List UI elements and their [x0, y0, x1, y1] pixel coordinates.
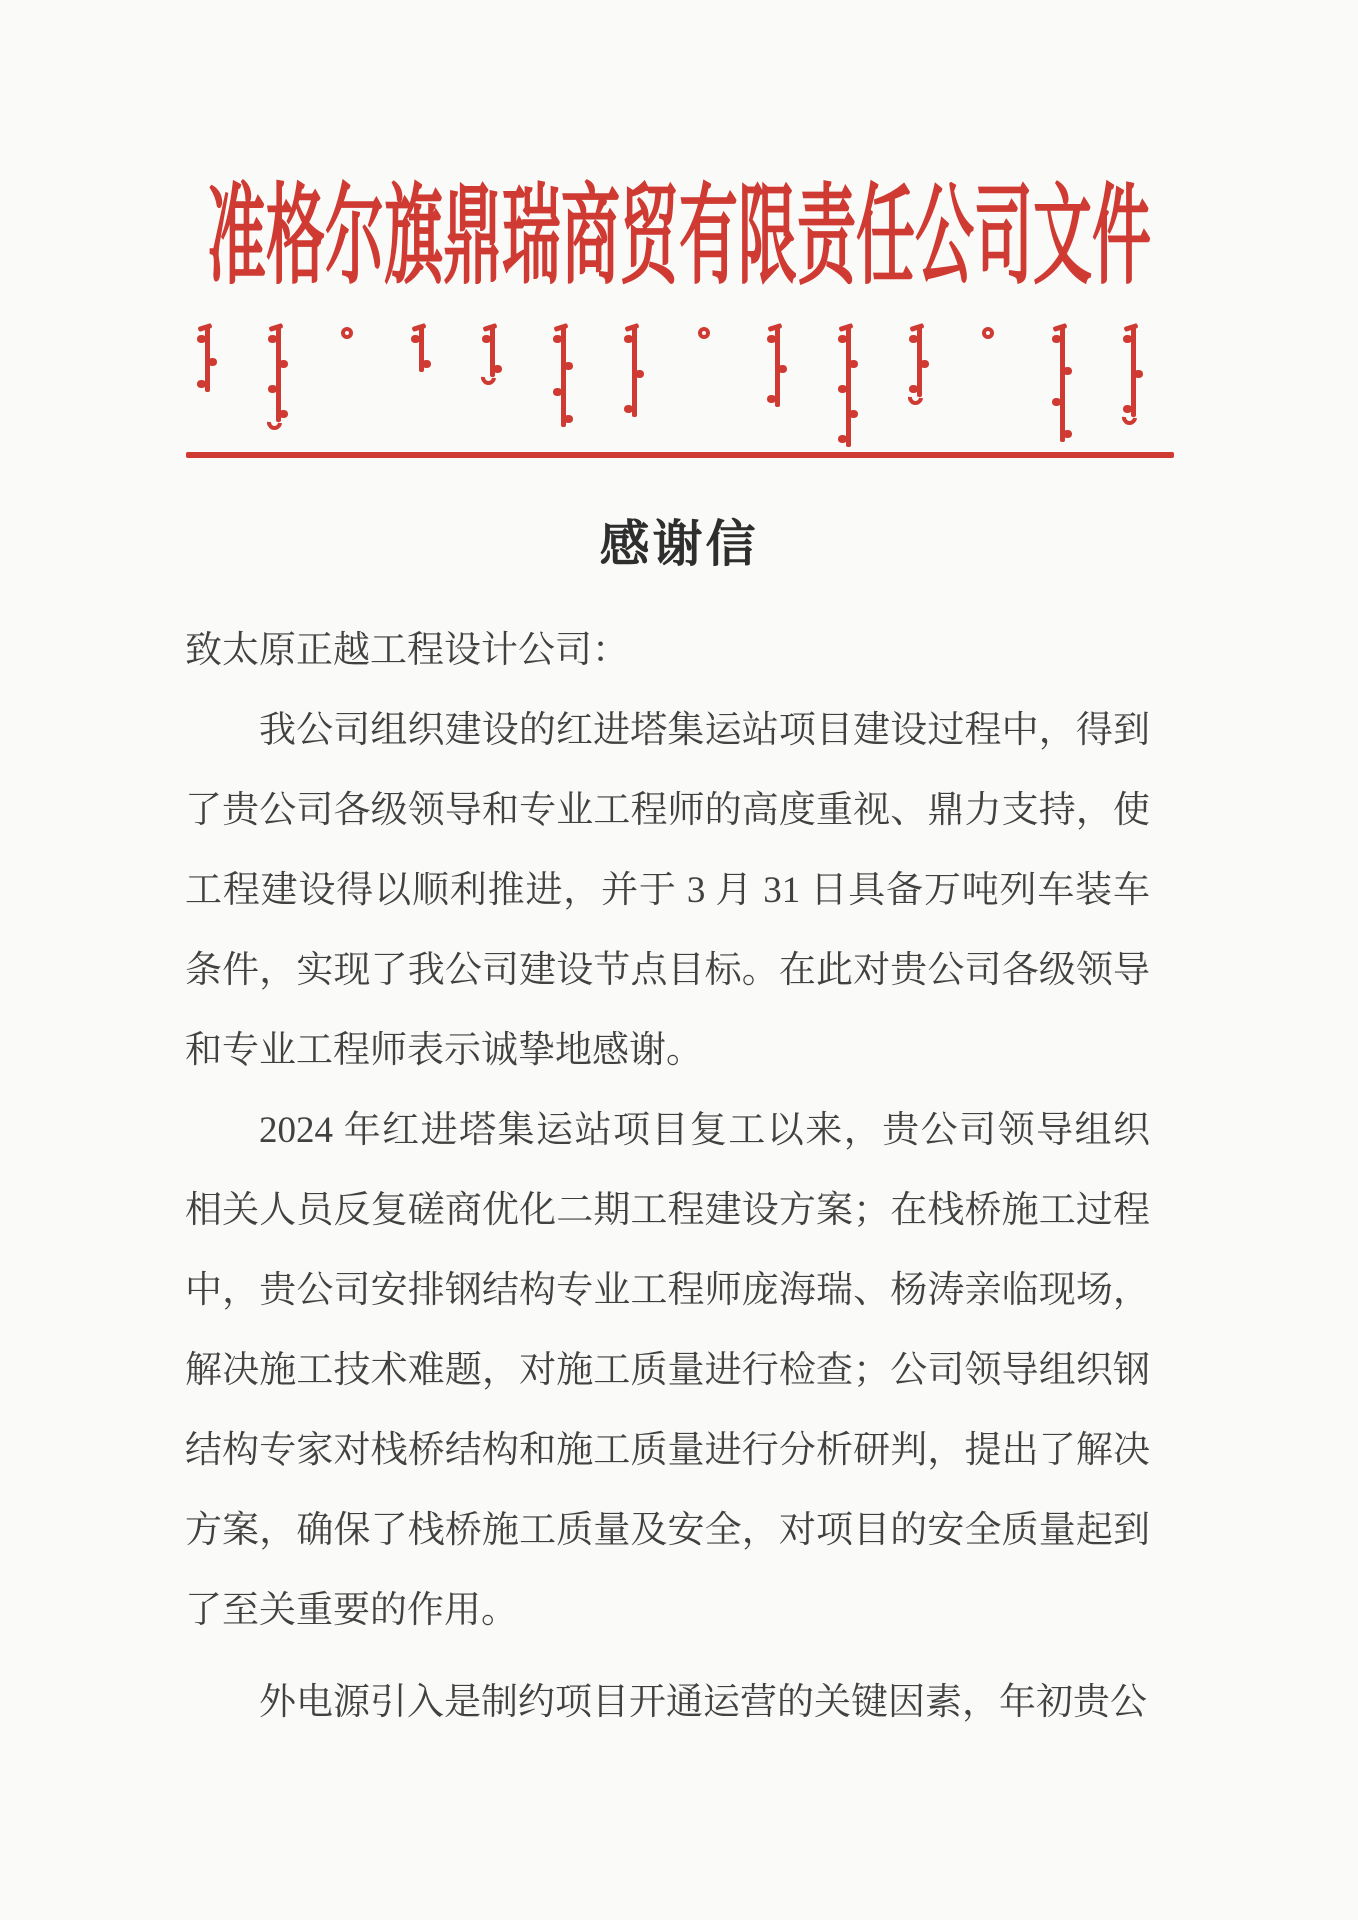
- salutation: 致太原正越工程设计公司：: [185, 630, 629, 671]
- mongolian-word-glyph: [978, 327, 1002, 347]
- paragraph: 2024 年红进塔集运站项目复工以来，贵公司领导组织相关人员反复磋商优化二期工程建设方案；在栈桥施工过程中，贵公司安排钢结构专业工程师庞海瑞、杨涛亲临现场，解决施工技术难题，对施工质量进行检查；公司领导组织钢结构专家对栈桥结构和施工质量进行分析研判，提出了解决方案，确保了栈桥施工质量及安全，对项目的安全质量起到了至关重要的作用。: [185, 1110, 1150, 1631]
- mongolian-word-glyph: [907, 327, 931, 397]
- mongolian-word-glyph: [836, 327, 860, 447]
- letterhead-divider: [186, 452, 1174, 458]
- mongolian-word-glyph: [266, 327, 290, 422]
- paragraph: 外电源引入是制约项目开通运营的关键因素，年初贵公: [259, 1682, 1147, 1723]
- mongolian-word-glyph: [480, 327, 504, 377]
- letter-title: 感谢信: [599, 516, 759, 572]
- mongolian-word-glyph: [694, 327, 718, 347]
- paragraph: 我公司组织建设的红进塔集运站项目建设过程中，得到了贵公司各级领导和专业工程师的高度重视、鼎力支持，使工程建设得以顺利推进，并于 3 月 31 日具备万吨列车装车条件，实现了我公司建设节点目标。在此对贵公司各级领导和专业工程师表示诚挚地感谢。: [185, 710, 1150, 1071]
- mongolian-word-glyph: [409, 327, 433, 372]
- mongolian-word-glyph: [1121, 327, 1145, 417]
- letter-body: [185, 611, 1150, 1743]
- mongolian-script-row: [195, 327, 1145, 459]
- paragraphs: [185, 691, 1150, 1743]
- mongolian-word-glyph: [1050, 327, 1074, 442]
- mongolian-word-glyph: [337, 327, 361, 347]
- mongolian-word-glyph: [765, 327, 789, 407]
- mongolian-word-glyph: [551, 327, 575, 427]
- letterhead-title: 准格尔旗鼎瑞商贸有限责任公司文件: [206, 175, 1151, 298]
- mongolian-word-glyph: [622, 327, 646, 417]
- mongolian-word-glyph: [195, 327, 219, 392]
